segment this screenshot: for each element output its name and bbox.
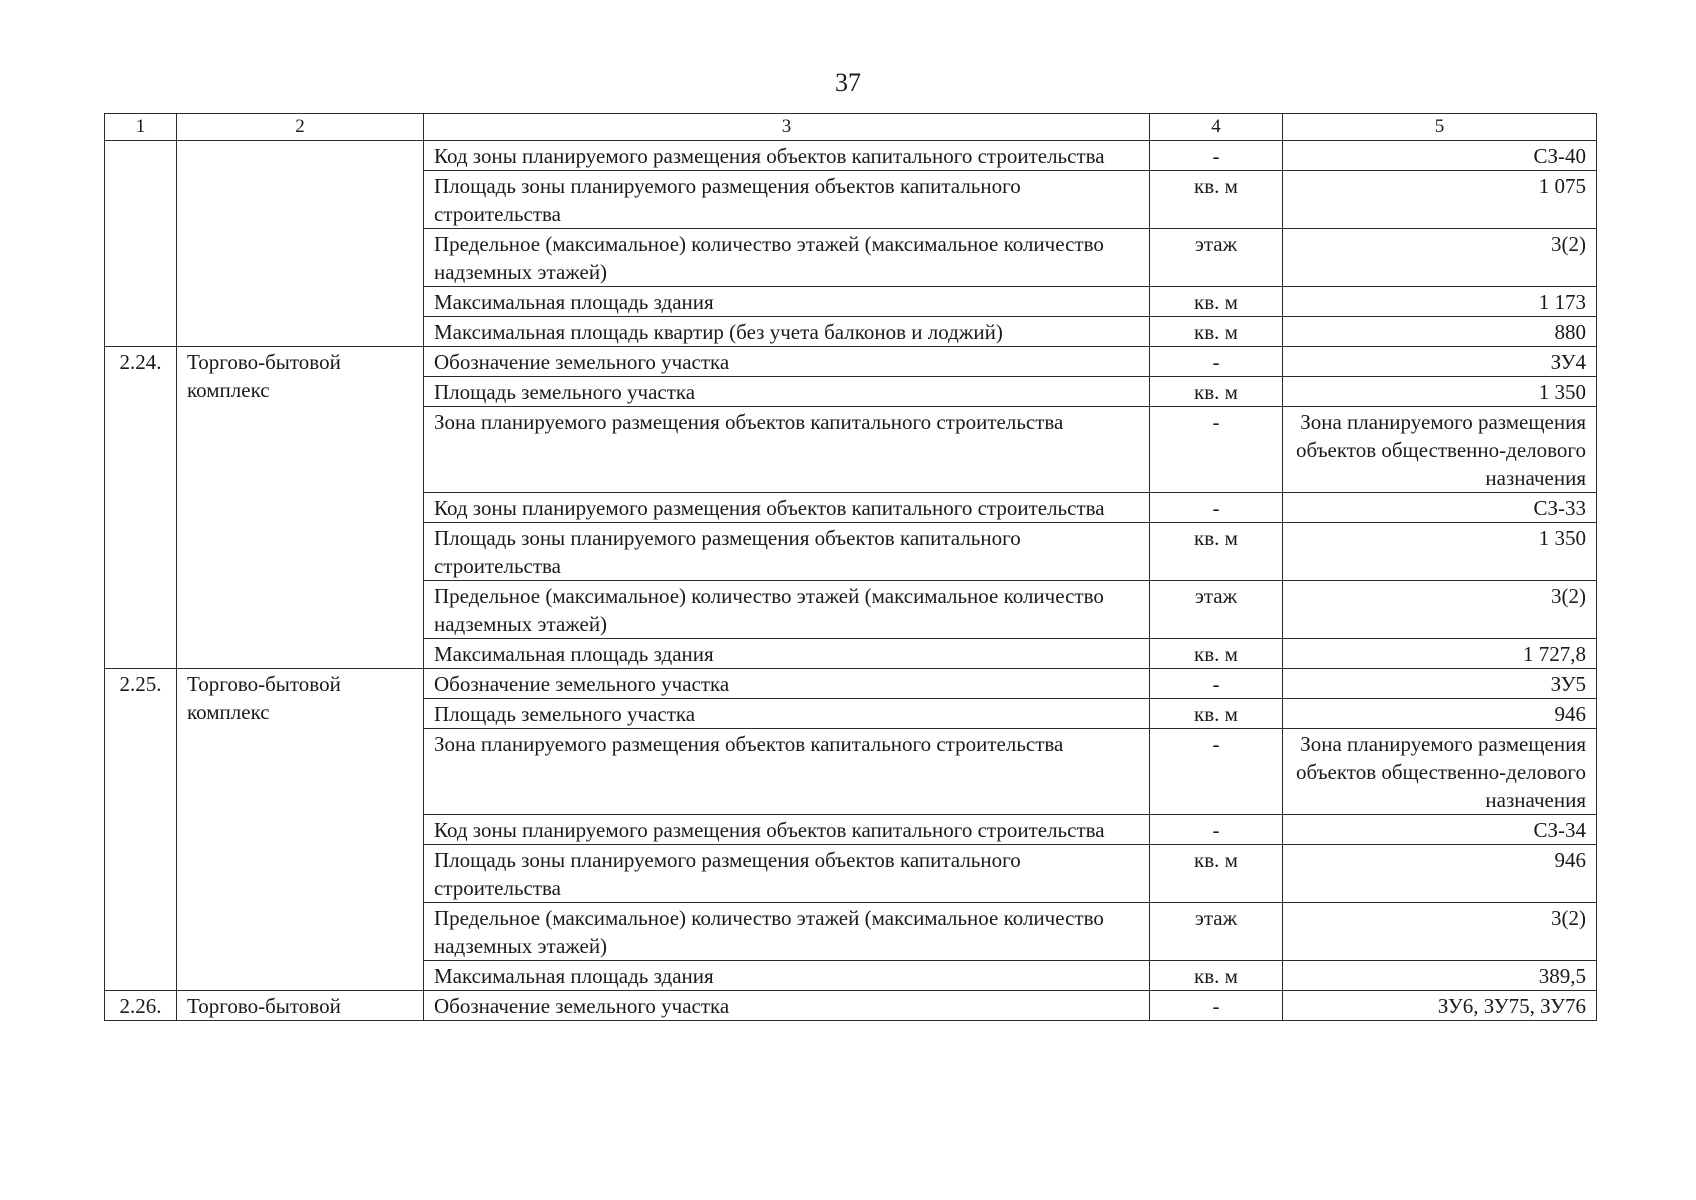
value-cell: 1 727,8 — [1283, 639, 1597, 669]
unit-cell: кв. м — [1150, 171, 1283, 229]
value-cell: Зона планируемого размещения объектов общественно-делового назначения — [1283, 729, 1597, 815]
column-header: 2 — [177, 114, 424, 141]
column-header: 5 — [1283, 114, 1597, 141]
parameter-cell: Площадь земельного участка — [424, 377, 1150, 407]
unit-cell: - — [1150, 815, 1283, 845]
value-cell: 1 075 — [1283, 171, 1597, 229]
unit-cell: кв. м — [1150, 961, 1283, 991]
unit-cell: кв. м — [1150, 699, 1283, 729]
parameter-cell: Максимальная площадь квартир (без учета балконов и лоджий) — [424, 317, 1150, 347]
unit-cell: - — [1150, 141, 1283, 171]
column-header: 4 — [1150, 114, 1283, 141]
unit-cell: кв. м — [1150, 845, 1283, 903]
item-number-cell: 2.25. — [105, 669, 177, 991]
unit-cell: - — [1150, 991, 1283, 1021]
unit-cell: этаж — [1150, 903, 1283, 961]
item-number-cell: 2.24. — [105, 347, 177, 669]
value-cell: ЗУ4 — [1283, 347, 1597, 377]
table-row — [105, 991, 1597, 1021]
object-name-cell — [177, 141, 424, 347]
value-cell: 3(2) — [1283, 903, 1597, 961]
unit-cell: - — [1150, 407, 1283, 493]
parameter-cell: Код зоны планируемого размещения объектов капитального строительства — [424, 141, 1150, 171]
parameter-cell: Максимальная площадь здания — [424, 961, 1150, 991]
unit-cell: - — [1150, 669, 1283, 699]
table-row — [105, 669, 1597, 699]
unit-cell: - — [1150, 347, 1283, 377]
parameter-cell: Максимальная площадь здания — [424, 287, 1150, 317]
value-cell: 946 — [1283, 699, 1597, 729]
value-cell: 3(2) — [1283, 581, 1597, 639]
unit-cell: кв. м — [1150, 639, 1283, 669]
object-name-cell: Торгово-бытовой комплекс — [177, 669, 424, 991]
column-header: 3 — [424, 114, 1150, 141]
value-cell: ЗУ5 — [1283, 669, 1597, 699]
parameter-cell: Обозначение земельного участка — [424, 991, 1150, 1021]
value-cell: СЗ-34 — [1283, 815, 1597, 845]
parameter-cell: Площадь зоны планируемого размещения объектов капитального строительства — [424, 523, 1150, 581]
unit-cell: этаж — [1150, 581, 1283, 639]
parameter-cell: Код зоны планируемого размещения объектов капитального строительства — [424, 493, 1150, 523]
parameter-cell: Максимальная площадь здания — [424, 639, 1150, 669]
parameter-cell: Обозначение земельного участка — [424, 347, 1150, 377]
table-row — [105, 347, 1597, 377]
value-cell: СЗ-40 — [1283, 141, 1597, 171]
column-number-row — [105, 114, 1597, 141]
parameter-cell: Предельное (максимальное) количество этажей (максимальное количество надземных этажей) — [424, 903, 1150, 961]
value-cell: 880 — [1283, 317, 1597, 347]
value-cell: 1 350 — [1283, 523, 1597, 581]
object-name-cell: Торгово-бытовой — [177, 991, 424, 1021]
item-number-cell: 2.26. — [105, 991, 177, 1021]
parameter-cell: Предельное (максимальное) количество этажей (максимальное количество надземных этажей) — [424, 229, 1150, 287]
table-row — [105, 141, 1597, 171]
value-cell: 1 173 — [1283, 287, 1597, 317]
value-cell: 946 — [1283, 845, 1597, 903]
unit-cell: - — [1150, 729, 1283, 815]
unit-cell: этаж — [1150, 229, 1283, 287]
unit-cell: кв. м — [1150, 287, 1283, 317]
value-cell: 3(2) — [1283, 229, 1597, 287]
page-number: 37 — [835, 68, 861, 97]
parameter-cell: Предельное (максимальное) количество этажей (максимальное количество надземных этажей) — [424, 581, 1150, 639]
parameter-cell: Зона планируемого размещения объектов капитального строительства — [424, 407, 1150, 493]
unit-cell: кв. м — [1150, 377, 1283, 407]
parameter-cell: Зона планируемого размещения объектов капитального строительства — [424, 729, 1150, 815]
column-header: 1 — [105, 114, 177, 141]
parameter-cell: Площадь земельного участка — [424, 699, 1150, 729]
parameter-cell: Код зоны планируемого размещения объектов капитального строительства — [424, 815, 1150, 845]
item-number-cell — [105, 141, 177, 347]
value-cell: ЗУ6, ЗУ75, ЗУ76 — [1283, 991, 1597, 1021]
unit-cell: кв. м — [1150, 523, 1283, 581]
parameter-cell: Обозначение земельного участка — [424, 669, 1150, 699]
value-cell: СЗ-33 — [1283, 493, 1597, 523]
parameters-table — [104, 113, 1597, 1021]
object-name-cell: Торгово-бытовой комплекс — [177, 347, 424, 669]
unit-cell: - — [1150, 493, 1283, 523]
value-cell: Зона планируемого размещения объектов общественно-делового назначения — [1283, 407, 1597, 493]
unit-cell: кв. м — [1150, 317, 1283, 347]
value-cell: 1 350 — [1283, 377, 1597, 407]
parameter-cell: Площадь зоны планируемого размещения объектов капитального строительства — [424, 171, 1150, 229]
value-cell: 389,5 — [1283, 961, 1597, 991]
parameter-cell: Площадь зоны планируемого размещения объектов капитального строительства — [424, 845, 1150, 903]
